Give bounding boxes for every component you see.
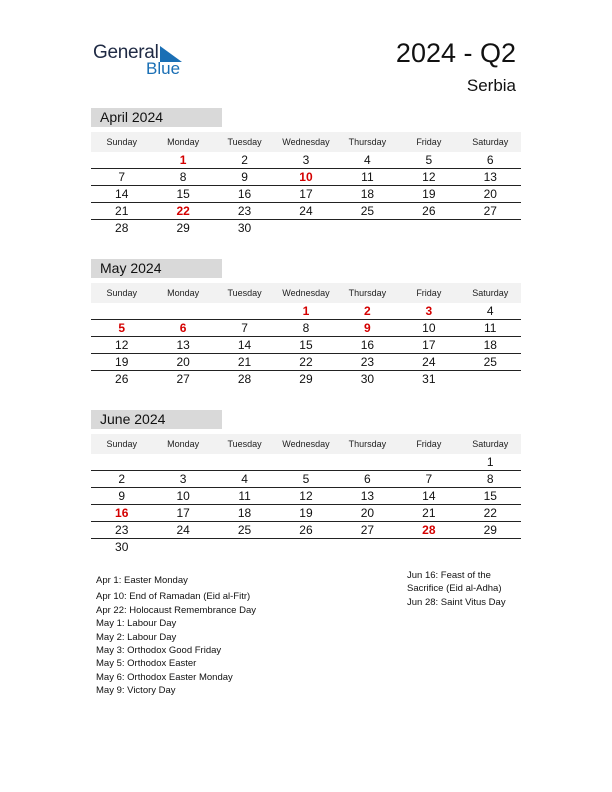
- weekday-label: Friday: [416, 288, 442, 298]
- week-row: [91, 371, 521, 387]
- date-cell: 20: [176, 355, 190, 369]
- weekday-label: Tuesday: [227, 439, 262, 449]
- date-cell: [91, 303, 152, 319]
- date-cell: 4: [364, 153, 371, 167]
- weekday-header: [91, 283, 521, 303]
- holiday-note: Apr 22: Holocaust Remembrance Day: [96, 604, 256, 616]
- date-cell: 25: [237, 523, 252, 537]
- date-cell: [275, 539, 336, 555]
- week-row: [91, 169, 521, 186]
- date-cell: [214, 303, 275, 319]
- date-cell: 13: [176, 338, 190, 352]
- date-cell: 26: [115, 372, 129, 386]
- holiday-note: May 1: Labour Day: [96, 618, 177, 630]
- date-cell: 12: [115, 338, 129, 352]
- date-cell: 4: [241, 472, 248, 486]
- date-cell: 26: [422, 204, 436, 218]
- date-cell: 17: [422, 338, 436, 352]
- date-cell: 21: [115, 204, 129, 218]
- holiday-date-cell: 9: [364, 321, 371, 335]
- week-row: [91, 220, 521, 236]
- week-row: [91, 303, 521, 320]
- date-cell: [398, 454, 459, 470]
- holiday-note: May 3: Orthodox Good Friday: [96, 645, 222, 657]
- date-cell: 18: [237, 506, 252, 520]
- holiday-date-cell: 10: [299, 170, 313, 184]
- country-name: Serbia: [466, 76, 516, 95]
- holiday-date-cell: 28: [422, 523, 436, 537]
- weekday-label: Wednesday: [282, 439, 330, 449]
- date-cell: [398, 220, 459, 236]
- holiday-list-right: [407, 569, 537, 609]
- holiday-note: May 5: Orthodox Easter: [96, 658, 197, 670]
- date-cell: 17: [299, 187, 313, 201]
- weekday-label: Saturday: [472, 137, 509, 147]
- date-cell: 26: [299, 523, 313, 537]
- week-row: [91, 488, 521, 505]
- date-cell: 11: [361, 170, 374, 184]
- date-cell: [275, 454, 336, 470]
- date-cell: 19: [299, 506, 313, 520]
- date-cell: [460, 539, 521, 555]
- date-cell: [152, 539, 213, 555]
- holiday-date-cell: 22: [176, 204, 190, 218]
- quarter-title: 2024 - Q2: [395, 38, 516, 68]
- date-cell: 25: [483, 355, 497, 369]
- date-cell: 5: [302, 472, 310, 486]
- date-cell: 6: [486, 153, 494, 167]
- weekday-label: Friday: [416, 439, 442, 449]
- week-row: [91, 454, 521, 471]
- month-may: [91, 259, 521, 387]
- date-cell: 8: [302, 321, 310, 335]
- date-cell: 2: [118, 472, 126, 486]
- date-cell: 20: [360, 506, 375, 520]
- date-cell: 30: [115, 540, 129, 554]
- date-cell: 12: [299, 489, 313, 503]
- date-cell: [91, 152, 152, 168]
- date-cell: 15: [483, 489, 497, 503]
- month-label: May 2024: [91, 259, 222, 278]
- weekday-header: [91, 434, 521, 454]
- date-cell: 23: [237, 204, 252, 218]
- weekday-label: Monday: [167, 439, 200, 449]
- date-cell: 3: [302, 153, 310, 167]
- month-grid: [91, 303, 521, 387]
- holiday-note: Apr 10: End of Ramadan (Eid al-Fitr): [96, 591, 251, 603]
- date-cell: 20: [483, 187, 497, 201]
- weekday-label: Thursday: [348, 137, 387, 147]
- date-cell: 28: [237, 372, 252, 386]
- weekday-label: Sunday: [106, 137, 137, 147]
- date-cell: 7: [118, 170, 126, 184]
- date-cell: 8: [486, 472, 494, 486]
- date-cell: 30: [237, 221, 252, 235]
- date-cell: [152, 303, 213, 319]
- date-cell: 18: [360, 187, 375, 201]
- date-cell: 19: [115, 355, 129, 369]
- date-cell: [337, 539, 398, 555]
- weekday-label: Sunday: [106, 439, 137, 449]
- date-cell: 13: [483, 170, 497, 184]
- date-cell: 6: [364, 472, 371, 486]
- week-row: [91, 203, 521, 220]
- generalblue-logo: [93, 42, 193, 82]
- date-cell: 5: [425, 153, 433, 167]
- holiday-date-cell: 3: [425, 304, 433, 318]
- week-row: [91, 152, 521, 169]
- month-june: [91, 410, 521, 555]
- date-cell: 22: [299, 355, 313, 369]
- weekday-label: Friday: [416, 137, 442, 147]
- month-grid: [91, 454, 521, 555]
- holiday-note: May 6: Orthodox Easter Monday: [96, 671, 233, 683]
- weekday-label: Saturday: [472, 439, 509, 449]
- weekday-label: Tuesday: [227, 288, 262, 298]
- holiday-note: May 9: Victory Day: [96, 685, 176, 697]
- holiday-note: Apr 1: Easter Monday: [96, 575, 188, 586]
- date-cell: [152, 454, 213, 470]
- week-row: [91, 522, 521, 539]
- weekday-label: Thursday: [348, 288, 387, 298]
- weekday-label: Wednesday: [282, 137, 330, 147]
- date-cell: [275, 220, 336, 236]
- week-row: [91, 320, 521, 337]
- month-label: April 2024: [91, 108, 222, 127]
- week-row: [91, 505, 521, 522]
- month-grid: [91, 152, 521, 236]
- holiday-list-left: [96, 574, 376, 698]
- date-cell: 23: [115, 523, 129, 537]
- date-cell: 17: [176, 506, 190, 520]
- date-cell: 23: [360, 355, 375, 369]
- date-cell: 10: [422, 321, 436, 335]
- date-cell: 7: [425, 472, 433, 486]
- weekday-label: Thursday: [348, 439, 387, 449]
- holiday-date-cell: 16: [115, 506, 129, 520]
- date-cell: 11: [484, 321, 497, 335]
- date-cell: 24: [176, 523, 190, 537]
- date-cell: 8: [179, 170, 187, 184]
- weekday-label: Saturday: [472, 288, 509, 298]
- weekday-label: Sunday: [106, 288, 137, 298]
- week-row: [91, 337, 521, 354]
- date-cell: 3: [179, 472, 187, 486]
- date-cell: 30: [360, 372, 375, 386]
- date-cell: [214, 539, 275, 555]
- date-cell: 31: [422, 372, 436, 386]
- logo-text-blue: Blue: [146, 59, 181, 78]
- date-cell: 29: [299, 372, 313, 386]
- date-cell: 15: [299, 338, 313, 352]
- date-cell: 14: [422, 489, 436, 503]
- date-cell: 9: [118, 489, 126, 503]
- date-cell: 4: [486, 304, 494, 318]
- holiday-note: Sacrifice (Eid al-Adha): [407, 583, 502, 595]
- weekday-label: Wednesday: [282, 288, 330, 298]
- holiday-date-cell: 1: [179, 153, 187, 167]
- date-cell: 21: [422, 506, 436, 520]
- date-cell: 2: [241, 153, 248, 167]
- weekday-label: Monday: [167, 137, 200, 147]
- date-cell: 29: [483, 523, 497, 537]
- date-cell: 11: [238, 489, 251, 503]
- date-cell: 18: [483, 338, 497, 352]
- date-cell: 19: [422, 187, 436, 201]
- date-cell: 24: [299, 204, 313, 218]
- date-cell: 10: [176, 489, 190, 503]
- date-cell: 21: [237, 355, 252, 369]
- date-cell: 1: [486, 455, 494, 469]
- date-cell: 27: [483, 204, 497, 218]
- date-cell: 16: [237, 187, 252, 201]
- date-cell: 14: [115, 187, 129, 201]
- date-cell: 27: [360, 523, 375, 537]
- date-cell: 24: [422, 355, 436, 369]
- date-cell: [460, 220, 521, 236]
- logo-text-general: General: [93, 42, 159, 63]
- date-cell: [214, 454, 275, 470]
- date-cell: 13: [360, 489, 375, 503]
- date-cell: 7: [241, 321, 248, 335]
- date-cell: 25: [360, 204, 375, 218]
- weekday-header: [91, 132, 521, 152]
- date-cell: [337, 454, 398, 470]
- date-cell: [337, 220, 398, 236]
- holiday-date-cell: 6: [179, 321, 187, 335]
- date-cell: 14: [237, 338, 252, 352]
- holiday-date-cell: 1: [302, 304, 310, 318]
- date-cell: 22: [483, 506, 497, 520]
- date-cell: 16: [360, 338, 375, 352]
- week-row: [91, 471, 521, 488]
- week-row: [91, 186, 521, 203]
- holiday-date-cell: 5: [118, 321, 126, 335]
- date-cell: [460, 371, 521, 387]
- date-cell: [398, 539, 459, 555]
- weekday-label: Monday: [167, 288, 200, 298]
- date-cell: 29: [176, 221, 190, 235]
- date-cell: 12: [422, 170, 436, 184]
- holiday-note: May 2: Labour Day: [96, 631, 177, 643]
- date-cell: [91, 454, 152, 470]
- weekday-label: Tuesday: [227, 137, 262, 147]
- holiday-date-cell: 2: [364, 304, 371, 318]
- month-april: [91, 108, 521, 236]
- week-row: [91, 354, 521, 371]
- holiday-note: Jun 28: Saint Vitus Day: [407, 596, 506, 608]
- date-cell: 28: [115, 221, 129, 235]
- date-cell: 15: [176, 187, 190, 201]
- date-cell: 9: [241, 170, 248, 184]
- month-label: June 2024: [91, 410, 222, 429]
- date-cell: 27: [176, 372, 190, 386]
- holiday-note: Jun 16: Feast of the: [407, 570, 491, 581]
- week-row: [91, 539, 521, 555]
